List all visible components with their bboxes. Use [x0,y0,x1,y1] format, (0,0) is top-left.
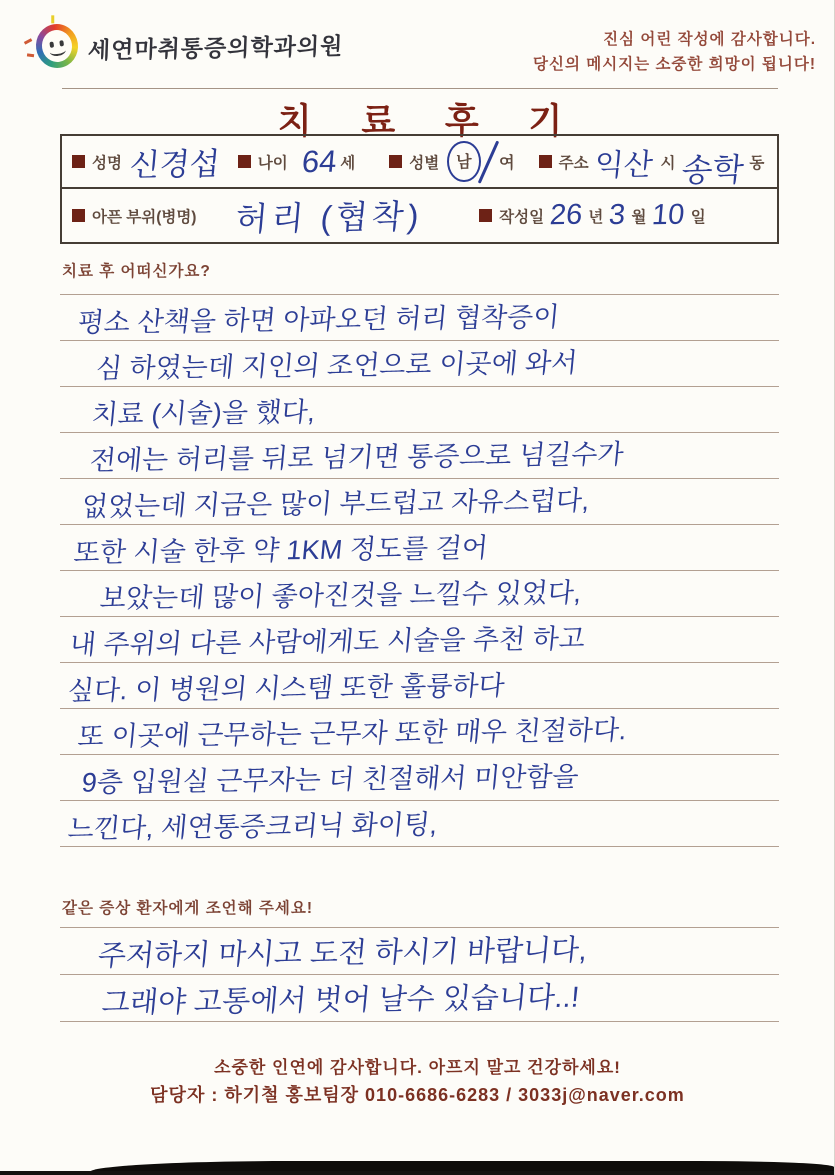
gender-male-circled: 남 [447,141,480,182]
gender-label: 성별 [389,151,439,173]
tagline-line-2: 당신의 메시지는 소중한 희망이 됩니다! [533,56,816,73]
bullet-square-icon [479,209,492,222]
date-day-handwritten: 10 [651,198,687,232]
handwriting-line: 없었는데 지금은 많이 부드럽고 자유스럽다, [60,479,779,525]
review-lines [60,294,779,847]
handwriting-line: 그래야 고통에서 벗어 날수 있습니다..! [60,975,779,1022]
gender-options [447,139,514,185]
tagline-line-1: 진심 어린 작성에 감사합니다. [603,31,816,48]
handwriting-line: 전에는 허리를 뒤로 넘기면 통증으로 넘길수가 [60,433,779,479]
advice-lines [60,927,779,1022]
footer-message: 소중한 인연에 감사합니다. 아프지 말고 건강하세요! [214,1058,621,1077]
address-dong-suffix: 동 [749,154,765,172]
title-divider [62,88,778,89]
patient-info-row-2 [62,189,777,242]
age-value-handwritten: 64 [300,143,338,179]
date-month-handwritten: 3 [607,198,627,232]
handwriting-line: 심 하였는데 지인의 조언으로 이곳에 와서 [60,341,779,387]
bullet-square-icon [539,155,552,168]
bullet-square-icon [238,155,251,168]
review-question: 치료 후 어떠신가요? [62,263,211,280]
handwriting-line: 느낀다, 세연통증크리닉 화이팅, [60,801,779,847]
date-month-suffix: 월 [631,208,647,226]
date-label: 작성일 [479,205,544,227]
footer-contact: 담당자 : 하기철 홍보팀장 010-6686-6283 / 3033j@naver.com [150,1085,685,1105]
bullet-square-icon [389,155,402,168]
handwriting-line: 평소 산책을 하면 아파오던 허리 협착증이 [60,295,779,341]
handwriting-line: 내 주위의 다른 사람에게도 시술을 추천 하고 [60,617,779,663]
clinic-logo [36,24,343,68]
pain-area-value-handwritten: 허리 (협착) [234,197,425,238]
scan-edge-line [0,1171,834,1175]
pain-area-label: 아픈 부위(병명) [72,205,196,227]
header-tagline [533,27,816,77]
bullet-square-icon [72,155,85,168]
handwriting-line: 또한 시술 한후 약 1KM 정도를 걸어 [60,525,779,571]
smiley-sun-logo-icon [33,21,81,70]
name-label: 성명 [72,151,122,173]
address-city-handwritten: 익산 [592,147,654,183]
gender-female: 여 [499,155,515,172]
handwriting-line: 치료 (시술)을 했다, [60,387,779,433]
age-suffix: 세 [340,154,356,172]
name-value-handwritten: 신경섭 [128,146,222,183]
date-year-suffix: 년 [588,208,604,226]
date-day-suffix: 일 [690,208,706,226]
advice-question: 같은 증상 환자에게 조언해 주세요! [62,900,314,917]
page-title: 치 료 후 기 [277,102,583,141]
handwriting-line: 보았는데 많이 좋아진것을 느낄수 있었다, [60,571,779,617]
clinic-name: 세연마취통증의학과의원 [87,32,344,63]
handwriting-line: 주저하지 마시고 도전 하시기 바랍니다, [60,928,779,975]
patient-info-row-1 [62,136,777,189]
bullet-square-icon [72,209,85,222]
address-label: 주소 [539,151,589,173]
patient-info-table [60,134,779,244]
date-year-handwritten: 26 [548,198,584,232]
address-city-suffix: 시 [660,154,676,172]
handwriting-line: 9층 입원실 근무자는 더 친절해서 미안함을 [60,755,779,801]
address-dong-handwritten: 송학 [679,150,745,189]
handwriting-line: 싶다. 이 병원의 시스템 또한 훌륭하다 [60,663,779,709]
handwriting-line: 또 이곳에 근무하는 근무자 또한 매우 친절하다. [60,709,779,755]
age-label: 나이 [238,151,288,173]
